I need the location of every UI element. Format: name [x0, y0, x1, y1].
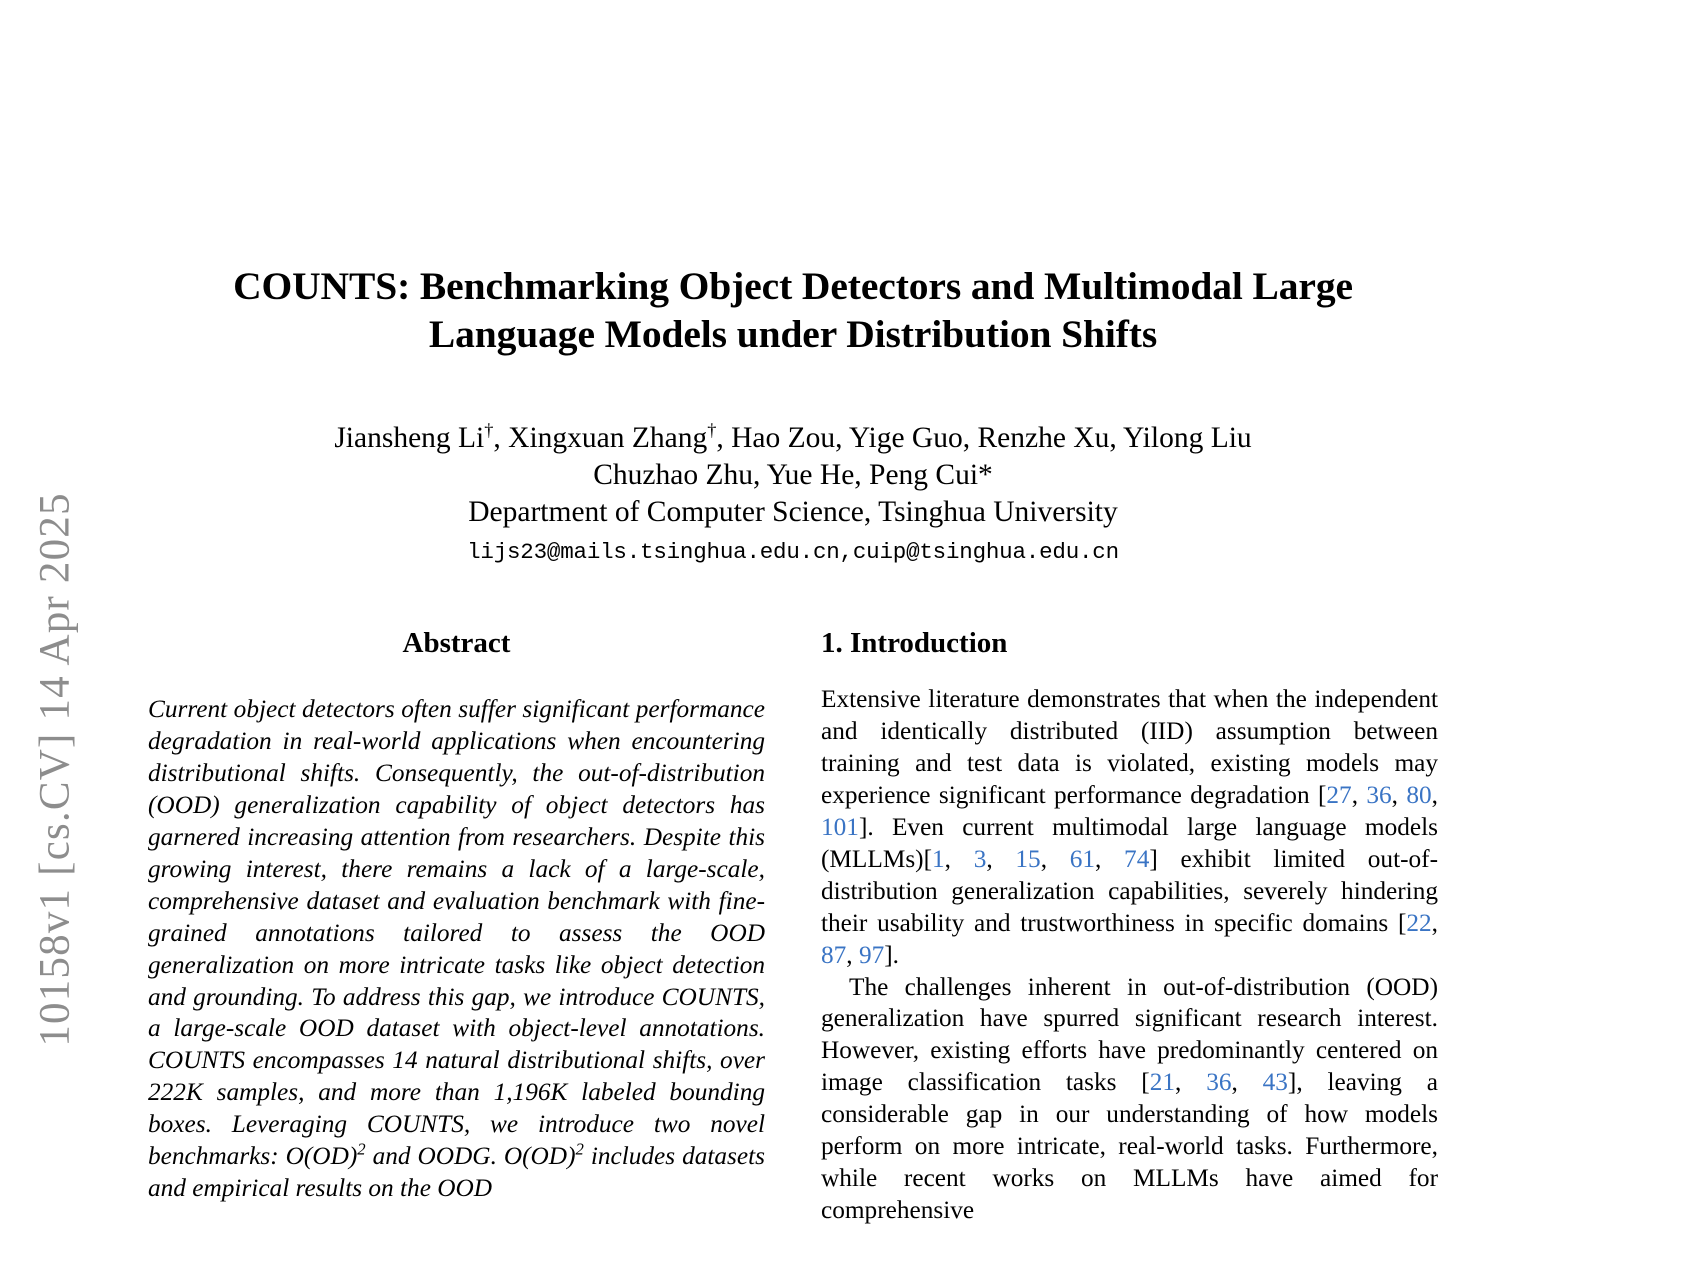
author-line-1 [148, 420, 1438, 457]
intro-p1-sep-8: , [1431, 908, 1438, 937]
citation-link-80[interactable]: 80 [1406, 780, 1432, 809]
citation-link-1[interactable]: 1 [932, 844, 945, 873]
intro-p1-sep-7: , [1095, 844, 1125, 873]
paper-page [148, 0, 1438, 1275]
citation-link-43[interactable]: 43 [1262, 1068, 1288, 1097]
column-right [821, 627, 1438, 1227]
intro-p1-sep-5: , [986, 844, 1016, 873]
citation-link-97[interactable]: 97 [858, 940, 885, 969]
intro-p1-sep-6: , [1040, 844, 1070, 873]
intro-p2-text-2: ], leaving a considerable gap in our understanding of how models perform on more intricate, real-world tasks. Furthermore, while recent works on MLLMs have aimed for comprehensive [821, 1068, 1438, 1225]
citation-link-36[interactable]: 36 [1366, 780, 1392, 809]
abstract-paragraph [148, 694, 765, 1205]
citation-link-21[interactable]: 21 [1149, 1068, 1176, 1097]
abstract-superscript-2: 2 [575, 1139, 584, 1159]
author-dagger-marker-2: † [707, 420, 717, 441]
column-left [148, 627, 765, 1205]
intro-p1-text-1: Extensive literature demonstrates that when the independent and identically distributed (IID) assumption between training and test data is violated, existing models may experience significant performance degradation [ [821, 685, 1438, 809]
author-dagger-marker-1: † [484, 420, 494, 441]
page-title: COUNTS: Benchmarking Object Detectors and Multimodal Large Language Models under Distribution Shifts [233, 264, 1353, 357]
intro-p2-sep-2: , [1231, 1068, 1263, 1097]
citation-link-36b[interactable]: 36 [1206, 1068, 1232, 1097]
intro-p1-text-3: ] exhibit limited out-of-distribution generalization capabilities, severely hindering their usability and trustworthiness in specific domains [ [821, 844, 1439, 937]
arxiv-identifier-stamp: 10158v1 [cs.CV] 14 Apr 2025 [31, 492, 79, 1047]
intro-p1-text-2: ]. Even current multimodal large language models (MLLMs)[ [821, 812, 1438, 873]
affiliation-line: Department of Computer Science, Tsinghua University [468, 495, 1118, 528]
intro-p1-sep-4: , [944, 844, 974, 873]
author-block [148, 420, 1438, 530]
introduction-body [821, 684, 1438, 1227]
intro-p1-sep-3: , [1431, 780, 1438, 809]
intro-p1-sep-9: , [846, 940, 859, 969]
introduction-paragraph-2 [821, 972, 1438, 1228]
abstract-text-2: and OODG. O(OD) [365, 1142, 576, 1171]
abstract-superscript-1: 2 [357, 1139, 366, 1159]
citation-link-87[interactable]: 87 [821, 940, 847, 969]
intro-p1-sep-1: , [1351, 780, 1367, 809]
author-names-rest-line-1: , Hao Zou, Yige Guo, Renzhe Xu, Yilong Liu [716, 422, 1252, 455]
two-column-body [148, 627, 1438, 1227]
citation-link-3[interactable]: 3 [973, 844, 987, 873]
intro-p1-sep-2: , [1391, 780, 1407, 809]
intro-p1-text-4: ]. [884, 940, 899, 969]
intro-p2-sep-1: , [1175, 1068, 1207, 1097]
author-name-xingxuan-zhang: , Xingxuan Zhang [493, 422, 708, 455]
citation-link-101[interactable]: 101 [821, 812, 859, 841]
introduction-heading: 1. Introduction [821, 627, 1008, 660]
citation-link-27[interactable]: 27 [1326, 780, 1352, 809]
citation-link-74[interactable]: 74 [1124, 844, 1150, 873]
intro-p2-text-1: The challenges inherent in out-of-distribution (OOD) generalization have spurred significant research interest. However, existing efforts have predominantly centered on image classification tasks [ [821, 972, 1438, 1097]
author-line-2: Chuzhao Zhu, Yue He, Peng Cui* [593, 458, 993, 491]
abstract-body [148, 694, 765, 1205]
author-name-jiansheng-li: Jiansheng Li [334, 422, 485, 455]
abstract-text-1: Current object detectors often suffer significant performance degradation in real-world applications when encountering distributional shifts. Consequently, the out-of-distribution (OOD) generalization capability of object detectors has garnered increasing attention from researchers. Despite this growing interest, there remains a lack of a large-scale, comprehensive dataset and evaluation benchmark with fine-grained annotations tailored to assess the OOD generalization on more intricate tasks like object detection and grounding. To address this gap, we introduce COUNTS, a large-scale OOD dataset with object-level annotations. COUNTS encompasses 14 natural distributional shifts, over 222K samples, and more than 1,196K labeled bounding boxes. Leveraging COUNTS, we introduce two novel benchmarks: O(OD) [148, 695, 765, 1171]
introduction-paragraph-1 [821, 684, 1438, 971]
citation-link-15[interactable]: 15 [1015, 844, 1041, 873]
abstract-heading: Abstract [402, 627, 511, 660]
abstract-text-3: includes datasets and empirical results on the OOD [148, 1142, 765, 1203]
citation-link-22[interactable]: 22 [1406, 908, 1432, 937]
author-emails[interactable]: lijs23@mails.tsinghua.edu.cn,cuip@tsinghua.edu.cn [467, 539, 1119, 566]
citation-link-61[interactable]: 61 [1069, 844, 1096, 873]
